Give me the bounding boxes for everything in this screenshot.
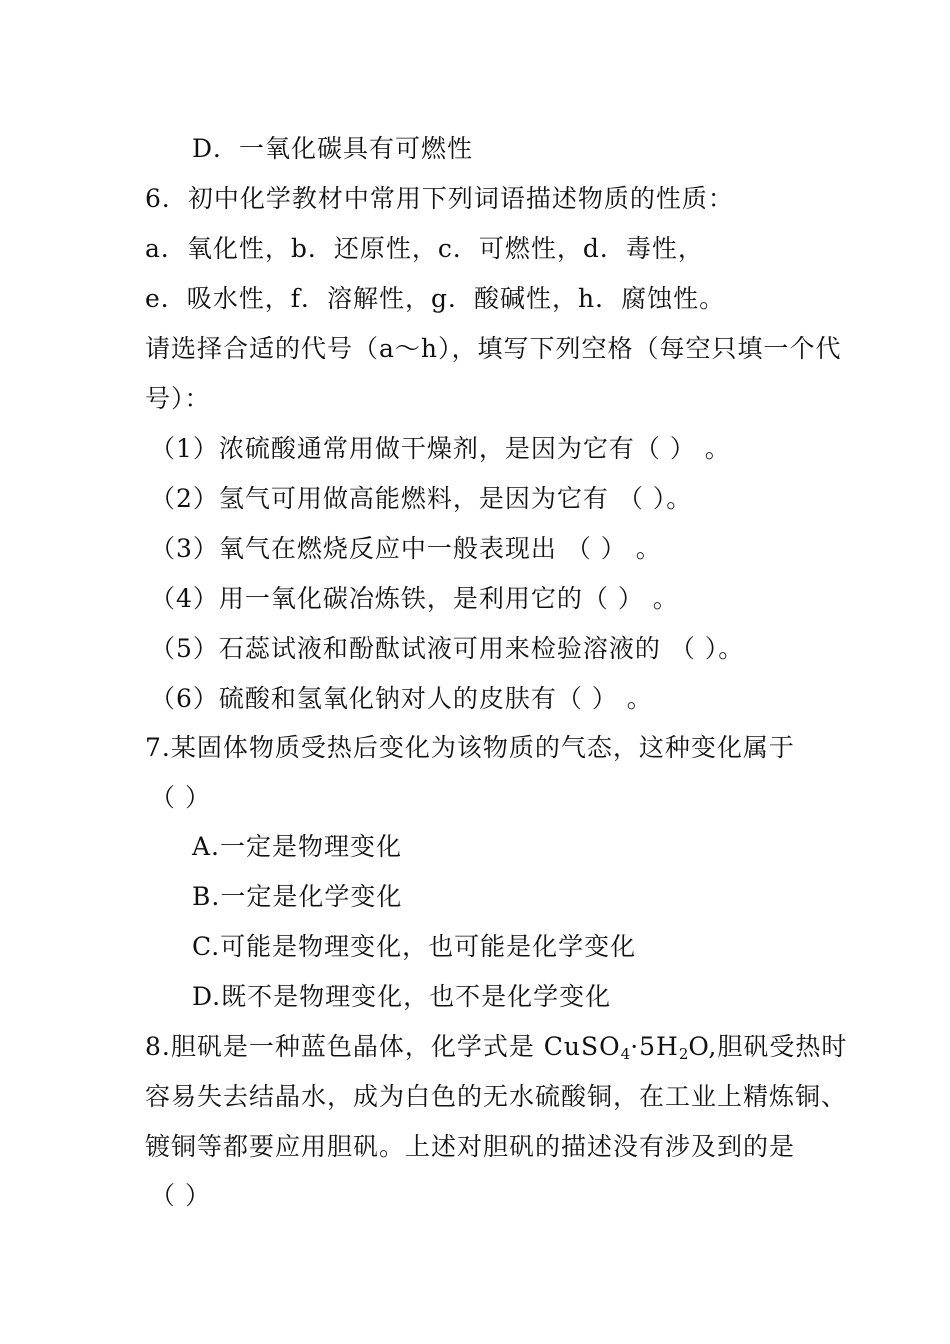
q7-option-b: B.一定是化学变化 (192, 882, 403, 911)
q8-formula-sub-2: 2 (678, 1045, 689, 1063)
q8-formula-suffix: O,胆矾受热时 (688, 1032, 848, 1061)
q6-instruction: 请选择合适的代号（a～h），填写下列空格（每空只填一个代 (145, 334, 842, 363)
q6-instruction-cont: 号）： (145, 384, 211, 413)
q6-stem: 6．初中化学教材中常用下列词语描述物质的性质： (145, 184, 734, 213)
q6-blank-2: （2）氢气可用做高能燃料，是因为它有 （ ）。 (150, 484, 693, 513)
q7-stem: 7.某固体物质受热后变化为该物质的气态，这种变化属于 (145, 733, 795, 762)
q6-blank-4: （4）用一氧化碳冶炼铁，是利用它的（ ） 。 (150, 584, 679, 613)
q7-option-d: D.既不是物理变化，也不是化学变化 (192, 982, 612, 1011)
q8-formula-sub-4: 4 (620, 1045, 631, 1063)
q6-property-list-2: e．吸水性，f．溶解性，g．酸碱性，h．腐蚀性。 (145, 284, 726, 313)
q8-stem-line-2: 容易失去结晶水，成为白色的无水硫酸铜，在工业上精炼铜、 (145, 1082, 848, 1111)
q7-answer-paren: （ ） (150, 783, 211, 812)
q6-blank-6: （6）硫酸和氢氧化钠对人的皮肤有（ ） 。 (150, 684, 653, 713)
q8-formula-mid: ·5H (630, 1032, 679, 1061)
q6-blank-1: （1）浓硫酸通常用做干燥剂，是因为它有（ ） 。 (150, 434, 731, 463)
q5-option-d: D．一氧化碳具有可燃性 (192, 134, 474, 163)
q7-option-c: C.可能是物理变化，也可能是化学变化 (192, 932, 637, 961)
q8-stem-line-3: 镀铜等都要应用胆矾。上述对胆矾的描述没有涉及到的是 (145, 1132, 796, 1161)
q6-blank-5: （5）石蕊试液和酚酞试液可用来检验溶液的 （ ）。 (150, 634, 745, 663)
q8-answer-paren: （ ） (150, 1181, 211, 1210)
q6-blank-3: （3）氧气在燃烧反应中一般表现出 （ ） 。 (150, 534, 662, 563)
q6-property-list-1: a．氧化性，b．还原性，c．可燃性，d．毒性， (145, 234, 704, 263)
q7-option-a: A.一定是物理变化 (192, 832, 403, 861)
q8-formula-prefix: 8.胆矾是一种蓝色晶体，化学式是 CuSO (145, 1032, 621, 1061)
q8-stem-line-1 (145, 1032, 847, 1069)
